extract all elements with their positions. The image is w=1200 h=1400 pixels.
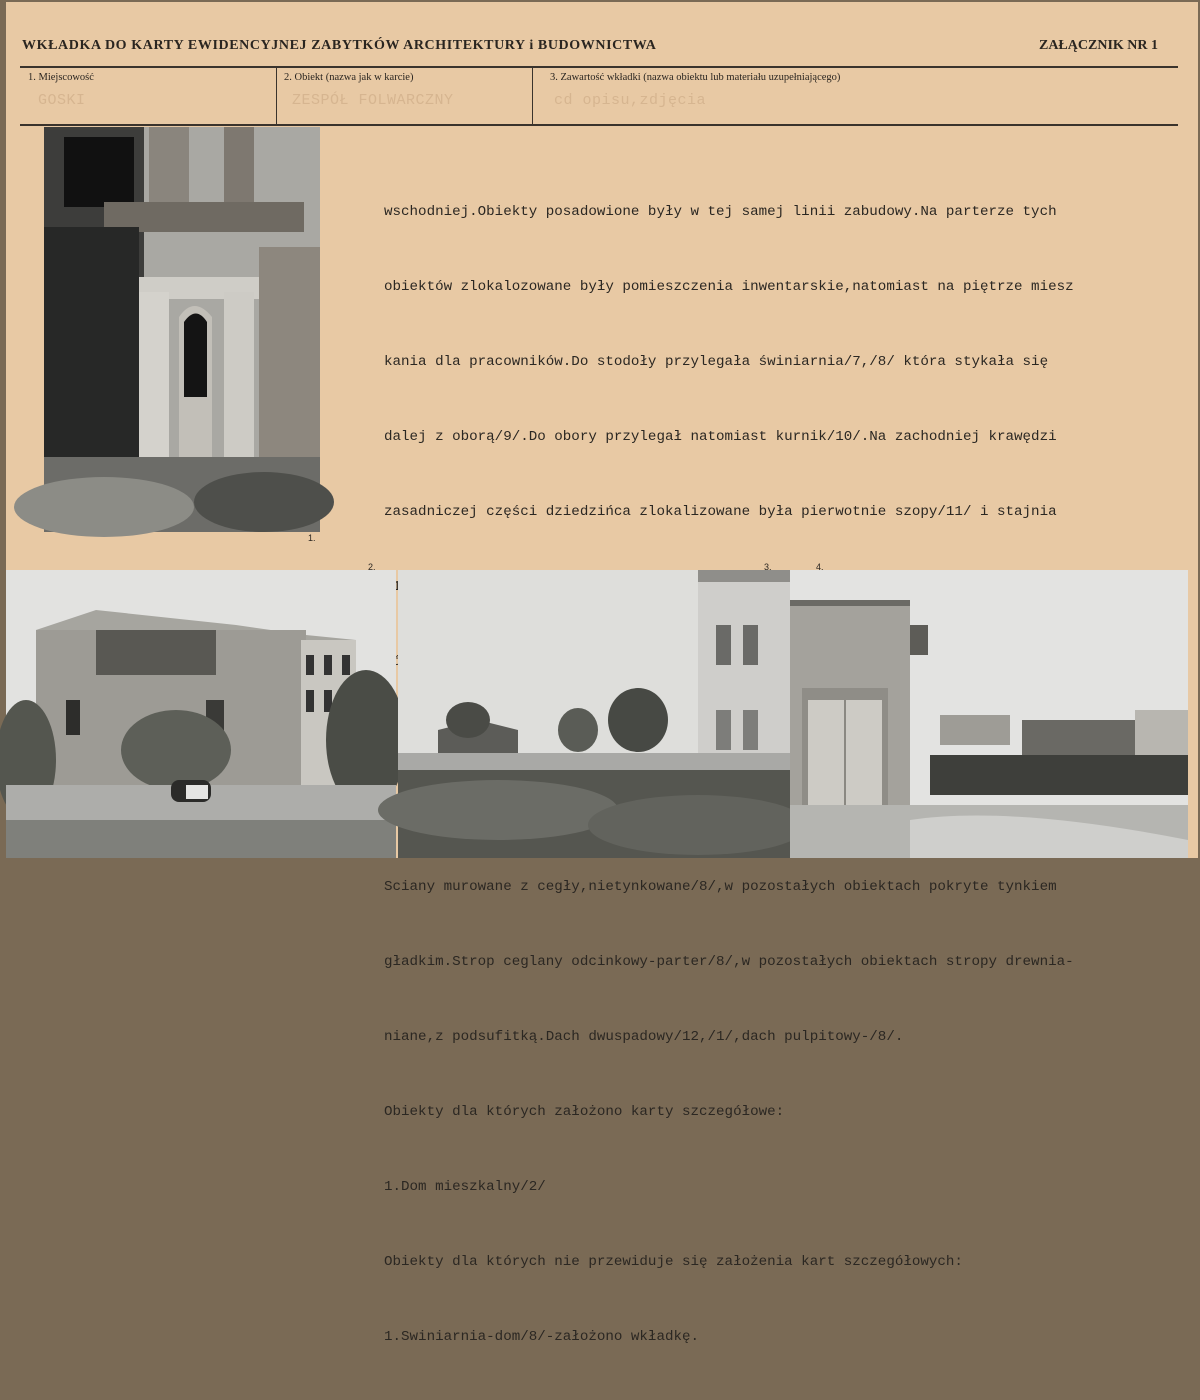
brick-building-picture (790, 570, 1188, 858)
photo-3-field-view (398, 570, 790, 858)
photo-1-ruin-facade (44, 127, 320, 532)
manor-ruin-picture (6, 570, 396, 858)
text-line: Obiekty dla których nie przewiduje się założenia kart szczegółowych: (384, 1254, 963, 1270)
field-label-contents: 3. Zawartość wkładki (nazwa obiektu lub materiału uzupełniającego) (550, 72, 841, 83)
document-title: WKŁADKA DO KARTY EWIDENCYJNEJ ZABYTKÓW ARCHITEKTURY i BUDOWNICTWA (22, 38, 657, 53)
text-line: wschodniej.Obiekty posadowione były w tej samej linii zabudowy.Na parterze tych (384, 204, 1057, 220)
divider-2 (532, 68, 533, 124)
field-label-locality: 1. Miejscowość (28, 72, 94, 83)
field-view-picture (398, 570, 790, 858)
photo-number-4: 4. (816, 562, 824, 572)
field-value-contents: cd opisu,zdjęcia (554, 92, 707, 109)
ruin-facade-picture (44, 127, 320, 532)
text-line: Sciany murowane z cegły,nietynkowane/8/,w pozostałych obiektach pokryte tynkiem (384, 879, 1057, 895)
text-line: gładkim.Strop ceglany odcinkowy-parter/8/,w pozostałych obiektach stropy drewnia- (384, 954, 1074, 970)
record-sheet (6, 2, 1198, 1345)
text-line: kania dla pracowników.Do stodoły przylegała świniarnia/7,/8/ która stykała się (384, 354, 1049, 370)
annex-number: ZAŁĄCZNIK NR 1 (1038, 38, 1158, 53)
photo-number-1: 1. (308, 533, 316, 543)
text-line: obiektów zlokalozowane były pomieszczenia inwentarskie,natomiast na piętrze miesz (384, 279, 1074, 295)
field-value-object: ZESPÓŁ FOLWARCZNY (292, 92, 454, 109)
photo-number-2: 2. (368, 562, 376, 572)
fields-bottom-rule (20, 124, 1178, 126)
top-rule (20, 66, 1178, 68)
divider-1 (276, 68, 277, 124)
field-label-object: 2. Obiekt (nazwa jak w karcie) (284, 72, 414, 83)
text-line: dalej z oborą/9/.Do obory przylegał natomiast kurnik/10/.Na zachodniej krawędzi (384, 429, 1057, 445)
text-line: zasadniczej części dziedzińca zlokalizowane była pierwotnie szopy/11/ i stajnia (384, 504, 1057, 520)
photo-2-manor-ruin (6, 570, 396, 858)
text-line: 1.Dom mieszkalny/2/ (384, 1179, 546, 1195)
text-line: 1.Swiniarnia-dom/8/-założono wkładkę. (384, 1329, 700, 1345)
photo-number-3: 3. (764, 562, 772, 572)
text-line: niane,z podsufitką.Dach dwuspadowy/12,/1/,dach pulpitowy-/8/. (384, 1029, 904, 1045)
field-value-locality: GOSKI (38, 92, 86, 109)
text-line: Obiekty dla których założono karty szczegółowe: (384, 1104, 785, 1120)
photo-4-brick-building (790, 570, 1188, 858)
